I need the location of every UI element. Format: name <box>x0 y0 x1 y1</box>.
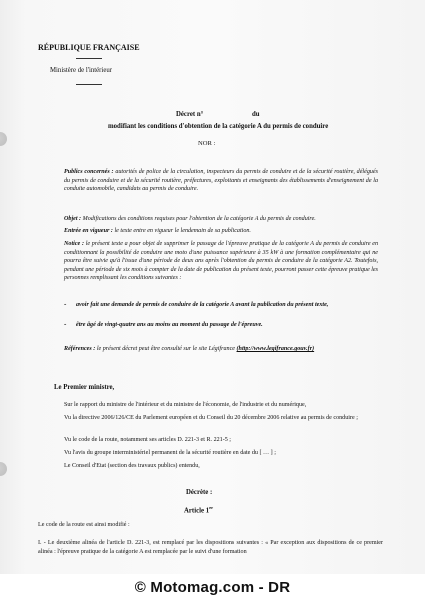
rapport-paragraph: Sur le rapport du ministre de l'intérieur et du ministre de l'économie, de l'industrie et du numérique, <box>64 402 307 408</box>
modifie-paragraph: Le code de la route est ainsi modifié : <box>38 522 130 528</box>
decree-number: Décret n° <box>176 111 204 118</box>
objet-text: Modifications des conditions requises pour l'obtention de la catégorie A du permis de conduire. <box>82 216 316 222</box>
bullet-item: avoir fait une demande de permis de conduire de la catégorie A avant la publication du présent texte, <box>76 302 329 308</box>
republic-heading: RÉPUBLIQUE FRANÇAISE <box>38 43 140 52</box>
punch-hole <box>0 132 7 146</box>
ministry-label: Ministère de l'intérieur <box>50 67 112 74</box>
decrete-heading: Décrète : <box>186 489 213 496</box>
references-text: le présent décret peut être consulté sur le site Légifrance <box>96 346 235 352</box>
objet-label: Objet : <box>64 216 82 222</box>
conseil-paragraph: Le Conseil d'Etat (section des travaux publics) entendu, <box>64 463 200 469</box>
notice-text: le présent texte a pour objet de supprimer le passage de l'épreuve pratique de la catégorie A du permis de conduire en conditionnant la possibilité de conduire une moto d'une puissance supérieure à 35 kW à une formation complémentaire qui ne pourra être suivie qu'à l'issue d'une période de deux ans après l'obtention du permis de conduire de la catégorie A2. Toutefois, pendant une période de six mois à compter de la date de publication du présent texte, pourront passer cette épreuve pratique les personnes remplissant les conditions suivantes : <box>64 241 379 282</box>
entree-paragraph <box>64 227 378 236</box>
nor-label: NOR : <box>198 140 216 147</box>
references-label: Références : <box>64 346 96 352</box>
entree-label: Entrée en vigueur : <box>64 228 113 234</box>
article-label: Article 1 <box>184 507 210 515</box>
entree-text: le texte entre en vigueur le lendemain de sa publication. <box>114 228 251 234</box>
publics-text: autorités de police de la circulation, inspecteurs du permis de conduire et de la sécurité routière, délégués du permis de conduire et de la sécurité routière, préfectures, exploitants et enseignants des établissements d'enseignement de la conduite automobile, candidats au permis de conduire. <box>64 169 378 193</box>
decree-date: du <box>252 111 260 118</box>
references-paragraph <box>64 345 384 354</box>
bullet-marker: - <box>64 320 67 328</box>
directive-text: Vu la directive 2006/126/CE du Parlement européen et du Conseil du 20 décembre 2006 relative au permis de conduire ; <box>64 415 358 421</box>
header-rule <box>76 58 102 59</box>
publics-paragraph <box>64 168 378 194</box>
decree-title: modifiant les conditions d'obtention de la catégorie A du permis de conduire <box>108 123 329 130</box>
legifrance-link[interactable]: (http://www.legifrance.gouv.fr) <box>236 346 315 352</box>
copyright-watermark: © Motomag.com - DR <box>134 579 291 596</box>
premier-ministre: Le Premier ministre, <box>54 384 115 391</box>
article-superscript: er <box>209 505 214 510</box>
publics-label: Publics concernés : <box>64 169 114 175</box>
punch-hole <box>0 462 7 476</box>
notice-paragraph <box>64 240 378 283</box>
point1-paragraph: I. - Le deuxième alinéa de l'article D. 221-3, est remplacé par les dispositions suivantes : « Par exception aux dispositions de ce premier alinéa : l'épreuve pratique de la catégorie A est remplacée par le suivi d'une formation <box>38 540 383 555</box>
objet-paragraph <box>64 215 378 224</box>
avis-paragraph: Vu l'avis du groupe interministériel permanent de la sécurité routière en date du [ … ] ; <box>64 450 276 456</box>
bullet-marker: - <box>64 300 67 308</box>
header-rule <box>76 84 102 85</box>
notice-label: Notice : <box>64 241 84 247</box>
directive-paragraph <box>38 414 383 423</box>
code-paragraph: Vu le code de la route, notamment ses articles D. 221-3 et R. 221-5 ; <box>64 437 231 443</box>
article-heading <box>184 506 213 515</box>
bullet-item: être âgé de vingt-quatre ans au moins au moment du passage de l'épreuve. <box>76 322 263 328</box>
